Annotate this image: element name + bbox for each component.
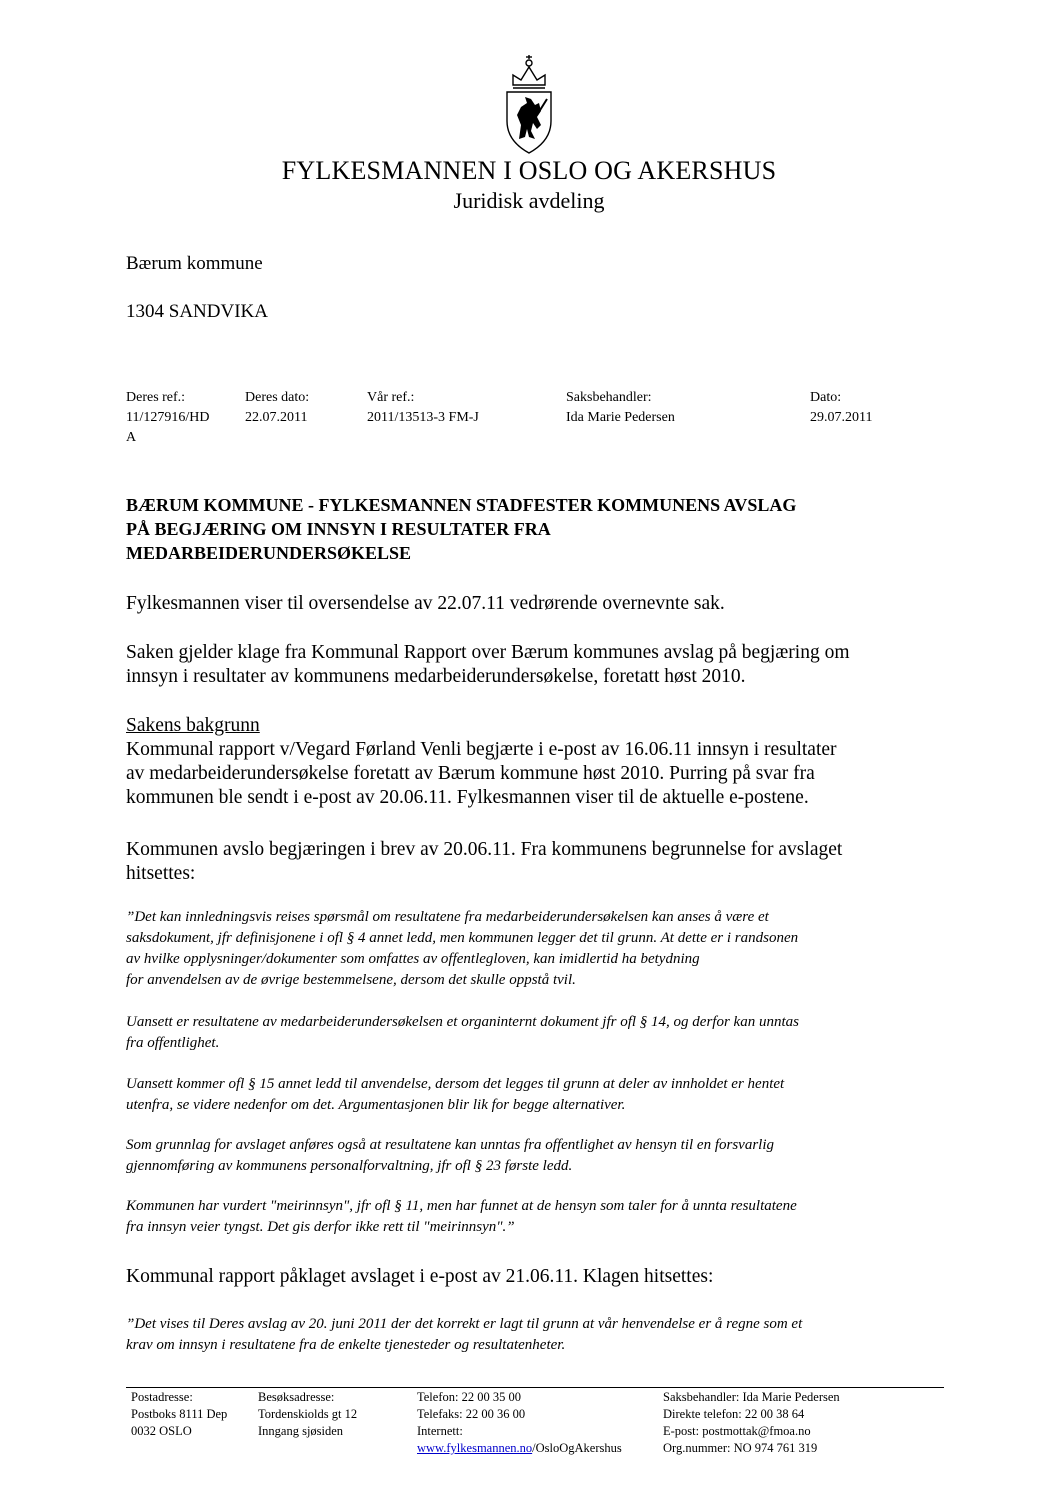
paragraph-rejection: Kommunen avslo begjæringen i brev av 20.06.11. Fra kommunens begrunnelse for avslaget hitsettes: (126, 839, 843, 884)
organization-title: FYLKESMANNEN I OSLO OG AKERSHUS (281, 156, 777, 185)
deres-ref-value: 11/127916/HD A (126, 410, 210, 445)
quote-paragraph-6: ”Det vises til Deres avslag av 20. juni 2011 der det korrekt er lagt til grunn at vår henvendelse er å regne som et krav om innsyn i resultatene fra de enkelte tjenesteder og resultatenheter. (126, 1316, 803, 1353)
footer-besoksadresse: Besøksadresse: Tordenskiolds gt 12 Inngang sjøsiden (258, 1390, 358, 1438)
paragraph-case: Saken gjelder klage fra Kommunal Rapport over Bærum kommunes avslag på begjæring om innsyn i resultater av kommunens medarbeiderundersøkelse, foretatt høst 2010. (126, 642, 850, 687)
saksbehandler-value: Ida Marie Pedersen (566, 410, 675, 425)
section-background: Sakens bakgrunn Kommunal rapport v/Vegard Førland Venli begjærte i e-post av 16.06.11 innsyn i resultater av medarbeiderundersøkelse foretatt av Bærum kommune høst 2010. Purring på svar fra kommunen ble sendt i e-post av 20.06.11. Fylkesmannen viser til de aktuelle e-postene. (126, 714, 941, 810)
coat-of-arms-icon (497, 55, 561, 155)
footer-contact: Telefon: 22 00 35 00 Telefaks: 22 00 36 00 Internett: www.fylkesmannen.no/OsloOgAkershus (417, 1390, 622, 1455)
var-ref-value: 2011/13513-3 FM-J (367, 410, 479, 425)
quote-paragraph-3: Uansett kommer ofl § 15 annet ledd til anvendelse, dersom det legges til grunn at deler av innholdet er hentet utenfra, se videre nedenfor om det. Argumentasjonen blir lik for begge alternativer. (126, 1076, 785, 1113)
footer-postadresse: Postadresse: Postboks 8111 Dep 0032 OSLO (131, 1390, 228, 1438)
recipient-name: Bærum kommune (126, 253, 263, 274)
dato-value: 29.07.2011 (810, 410, 873, 425)
website-link[interactable]: www.fylkesmannen.no (417, 1441, 533, 1455)
deres-ref-label: Deres ref.: (126, 390, 186, 405)
dato-label: Dato: (810, 390, 842, 405)
department-name: Juridisk avdeling (453, 188, 605, 213)
quote-paragraph-1: ”Det kan innledningsvis reises spørsmål om resultatene fra medarbeiderundersøkelsen kan anses å være et saksdokument, jfr definisjonene i ofl § 4 annet ledd, men kommunen legger det til grunn. At dette er i randsonen av hvilke opplysninger/dokumenter som omfattes av offentlegloven, kan imidlertid ha betydning for anvendelsen av de øvrige bestemmelsene, dersom det skulle oppstå tvil. (126, 909, 799, 988)
subject-heading: BÆRUM KOMMUNE - FYLKESMANNEN STADFESTER KOMMUNENS AVSLAG PÅ BEGJÆRING OM INNSYN I RESULTATER FRA MEDARBEIDERUNDERSØKELSE (126, 495, 797, 563)
recipient-postal: 1304 SANDVIKA (126, 301, 268, 322)
footer-case-officer: Saksbehandler: Ida Marie Pedersen Direkte telefon: 22 00 38 64 E-post: postmottak@fmoa.no Org.nummer: NO 974 761 319 (663, 1390, 840, 1455)
quote-paragraph-2: Uansett er resultatene av medarbeiderundersøkelsen et organinternt dokument jfr ofl § 14, og derfor kan unntas fra offentlighet. (126, 1014, 799, 1051)
paragraph-complaint: Kommunal rapport påklaget avslaget i e-post av 21.06.11. Klagen hitsettes: (126, 1266, 714, 1287)
saksbehandler-label: Saksbehandler: (566, 390, 652, 405)
quote-paragraph-4: Som grunnlag for avslaget anføres også at resultatene kan unntas fra offentlighet av hensyn til en forsvarlig gjennomføring av kommunens personalforvaltning, jfr ofl § 23 første ledd. (126, 1137, 775, 1174)
section-heading: Sakens bakgrunn (126, 715, 260, 736)
deres-dato-value: 22.07.2011 (245, 410, 308, 425)
quote-paragraph-5: Kommunen har vurdert "meirinnsyn", jfr ofl § 11, men har funnet at de hensyn som taler for å unnta resultatene fra innsyn veier tyngst. Det gis derfor ikke rett til "meirinnsyn".” (126, 1198, 797, 1235)
footer-divider (126, 1387, 944, 1388)
deres-dato-label: Deres dato: (245, 390, 310, 405)
var-ref-label: Vår ref.: (367, 390, 415, 405)
paragraph-intro: Fylkesmannen viser til oversendelse av 22.07.11 vedrørende overnevnte sak. (126, 593, 725, 614)
